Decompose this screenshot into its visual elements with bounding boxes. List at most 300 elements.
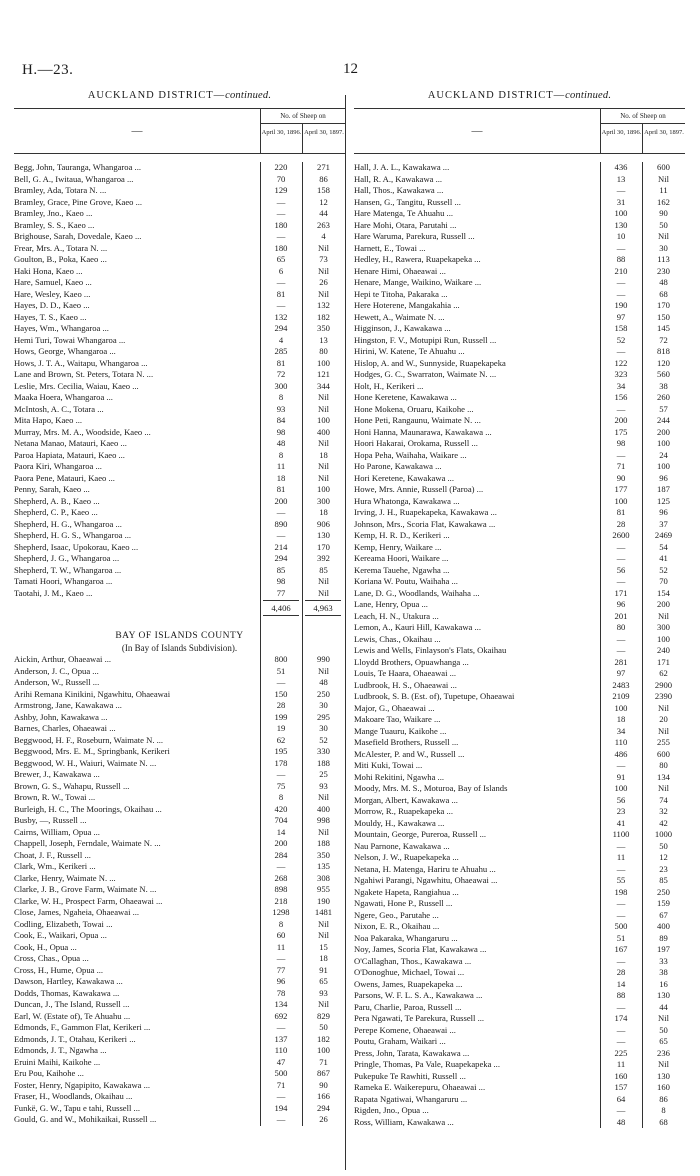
sheep-1896: — [616,1024,626,1035]
table-header [354,108,685,154]
owner-name: Shepherd, C. P., Kaeo ... [14,507,98,517]
sheep-1897: 32 [659,806,668,816]
owner-name: Hoori Hakarai, Orokama, Russell ... [354,438,478,448]
sheep-1896: 500 [614,921,628,931]
sheep-1897: 50 [659,840,668,851]
table-row [14,700,345,712]
table-row [14,208,345,220]
sheep-1896: — [616,863,626,874]
owner-name: Hayes, D. D., Kaeo ... [14,300,90,310]
table-row [354,208,685,220]
table-row [354,576,685,588]
owner-name: Kerema Tauehe, Ngawha ... [354,564,450,575]
table-row [14,907,345,919]
table-row [14,496,345,508]
table-row [14,884,345,896]
sheep-1896: 6 [278,265,284,276]
owner-name: Nelson, J. W., Ruapekapeka ... [354,852,459,862]
section-subtitle: (In Bay of Islands Subdivision). [121,643,238,653]
owner-name: Cairns, William, Opua ... [14,826,100,837]
sheep-1896: 436 [614,162,628,172]
table-row [14,1091,345,1103]
table-row [14,277,345,289]
sheep-1897: Nil [658,702,669,713]
sheep-1896: 77 [276,587,286,598]
table-row [14,461,345,473]
table-row [14,896,345,908]
table-row [14,197,345,209]
owner-name: Mita Hapo, Kaeo ... [14,415,83,425]
sheep-1896: 28 [616,967,626,977]
table-row [354,392,685,404]
sheep-1897: 150 [657,311,670,322]
owner-name: Hedley, H., Rawera, Ruapekapeka ... [354,254,481,264]
owner-name: Beggwood, H. F., Roseburn, Waimate N. ... [14,734,164,745]
owner-name: Clarke, W. H., Prospect Farm, Ohaeawai ... [14,895,163,906]
sheep-1896: 2483 [612,679,630,690]
table-row [354,542,685,554]
table-row [354,553,685,565]
total-1897: 4,963 [305,600,341,616]
table-row [354,910,685,922]
sheep-1896: 88 [616,254,626,264]
sheep-1896: 11 [616,852,626,862]
sheep-1896: — [616,1036,626,1046]
table-body-2 [14,654,345,1126]
sheep-1896: 47 [276,1056,286,1067]
name-column-header: — [471,125,483,137]
sheep-1897: 130 [657,1070,670,1081]
table-row [14,792,345,804]
sheep-1897: Nil [658,783,669,793]
sheep-1897: 250 [657,886,670,897]
owner-name: Dawson, Hartley, Kawakawa ... [14,976,123,986]
table-row [354,806,685,818]
table-row [354,254,685,266]
sheep-1896: — [616,242,626,253]
sheep-1897: 15 [319,941,328,952]
table-row [354,1071,685,1083]
sheep-1896: — [616,541,626,552]
sheep-1896: 800 [274,654,288,664]
owner-name: Mohi Rekitini, Ngawha ... [354,771,444,782]
owner-name: O'Donoghue, Michael, Towai ... [354,967,465,977]
sheep-1896: — [616,955,626,966]
sheep-1897: 52 [319,734,328,745]
owner-name: Penny, Sarah, Kaeo ... [14,484,90,494]
owner-name: Ngakete Hapeta, Rangiahua ... [354,886,459,897]
table-row [14,654,345,666]
sheep-1896: 100 [614,208,628,218]
owner-name: Brown, R. W., Towai ... [14,792,96,802]
sheep-1897: 154 [657,587,670,598]
table-row [354,634,685,646]
sheep-1897: 120 [657,357,670,368]
sheep-1896: 180 [274,219,288,230]
owner-name: Busby, —, Russell ... [14,815,87,825]
owner-name: Nixon, E. R., Okaihau ... [354,921,440,931]
sheep-1897: Nil [318,461,329,471]
total-1896: 4,406 [263,600,299,616]
sheep-1897: 121 [317,369,330,379]
sheep-1897: 300 [657,622,670,632]
sheep-1896: 132 [274,311,288,322]
sheep-1896: 1298 [272,907,290,917]
table-row [354,404,685,416]
sheep-1897: 50 [659,1024,668,1035]
sheep-1897: Nil [318,918,329,929]
sheep-1896: 486 [614,748,628,759]
owner-name: Cross, Chas., Opua ... [14,953,89,963]
owner-name: Hows, George, Whangaroa ... [14,346,116,356]
sheep-1896: 180 [274,242,288,253]
sheep-1896: 294 [274,323,288,333]
sheep-1897: 188 [317,838,330,848]
sheep-1897: 295 [317,711,330,722]
sheep-1896: 14 [276,826,286,837]
sheep-1896: 52 [616,334,626,345]
table-row [354,944,685,956]
owner-name: Hori Keretene, Kawakawa ... [354,472,454,483]
owner-name: Barnes, Charles, Ohaeawai ... [14,723,116,733]
owner-name: Ross, William, Kawakawa ... [354,1116,454,1127]
table-row [354,795,685,807]
sheep-1896: 31 [616,196,626,207]
sheep-1897: 236 [657,1047,670,1058]
owner-name: Arihi Remana Kinikini, Ngawhitu, Ohaeawai [14,688,171,699]
table-row [14,735,345,747]
owner-name: Maaka Hoera, Whangaroa ... [14,392,113,402]
owner-name: Leslie, Mrs. Cecilia, Waiau, Kaeo ... [14,380,139,391]
sheep-1897: 48 [659,277,668,287]
sheep-1897: 158 [317,185,330,195]
sheep-1897: 182 [317,311,330,322]
table-row [354,588,685,600]
sheep-1896: 8 [278,392,284,402]
sheep-1896: 77 [276,964,286,975]
sheep-1897: 170 [657,300,670,310]
sheep-1896: 70 [276,173,286,184]
sheep-1896: — [276,677,286,687]
owner-name: Hepi te Titoha, Pakaraka ... [354,288,448,299]
table-row [14,254,345,266]
table-row [14,519,345,531]
sheep-1897: 392 [317,553,330,563]
table-row [14,392,345,404]
sheep-1896: 156 [614,392,628,402]
sheep-1897: 30 [659,242,668,253]
sheep-1896: 150 [274,688,288,699]
owner-name: Hone Keretene, Kawakawa ... [354,392,457,402]
sheep-1897: Nil [658,1013,669,1023]
owner-name: Owens, James, Ruapekapeka ... [354,978,463,989]
table-row [354,220,685,232]
owner-name: Brewer, J., Kawakawa ... [14,769,100,779]
table-row [14,243,345,255]
sheep-1897: 344 [317,380,330,391]
owner-name: Noy, James, Scoria Flat, Kawakawa ... [354,944,487,954]
sheep-1897: 400 [317,426,330,437]
table-row [14,381,345,393]
sheep-1897: 71 [319,1056,328,1067]
table-row [14,404,345,416]
sheep-1896: 175 [614,426,628,437]
sheep-1897: 90 [659,208,668,218]
sheep-1896: — [276,769,286,779]
sheep-1897: 400 [317,803,330,814]
sheep-1897: 42 [659,817,668,828]
table-row [354,530,685,542]
sheep-1897: 600 [657,162,670,172]
table-row [354,967,685,979]
owner-name: Hows, J. T. A., Waitapu, Whangaroa ... [14,357,148,368]
owner-name: Lane, Henry, Opua ... [354,599,428,609]
sheep-1896: 300 [274,380,288,391]
owner-name: Cook, E., Waikari, Opua ... [14,930,107,940]
table-row [354,289,685,301]
sheep-1896: — [276,861,286,871]
sheep-1896: 81 [616,507,626,517]
year-1897-header: April 30, 1897. [302,124,345,153]
table-row [354,829,685,841]
table-row [14,769,345,781]
owner-name: Edmonds, J. T., Otahau, Kerikeri ... [14,1033,136,1044]
sheep-1896: 13 [616,173,626,184]
sheep-1897: 68 [659,288,668,299]
table-row [354,1002,685,1014]
sheep-1897: 100 [657,438,670,448]
total-row-wrap [14,599,345,654]
table-row [14,335,345,347]
sheep-1896: — [616,909,626,920]
sheep-1896: 28 [616,518,626,529]
owner-name: Moody, Mrs. M. S., Moturoa, Bay of Islands [354,783,508,793]
sheep-1897: 170 [317,541,330,552]
owner-name: Rameka E. Waikerepuru, Ohaeawai ... [354,1082,486,1092]
owner-name: Eruini Maihi, Kaikohe ... [14,1056,101,1067]
sheep-1897: 145 [657,323,670,333]
table-row [354,680,685,692]
owner-name: Aickin, Arthur, Ohaeawai ... [14,654,112,664]
sheep-1897: 250 [317,688,330,699]
sheep-1897: 162 [657,196,670,207]
table-body [14,162,345,599]
table-row [14,850,345,862]
year-1897-header: April 30, 1897. [642,124,685,153]
owner-name: Morrow, R., Ruapekapeka ... [354,806,453,816]
table-row [354,427,685,439]
sheep-1896: — [616,898,626,908]
right-column [354,88,685,1128]
owner-name: Frear, Mrs. A., Totara N. ... [14,242,108,253]
table-row [14,530,345,542]
table-row [14,1034,345,1046]
owner-name: Hemi Turi, Towai Whangaroa ... [14,334,126,345]
sheep-1896: — [616,553,626,563]
sheep-1896: — [616,760,626,770]
owner-name: Chappell, Joseph, Ferndale, Waimate N. ... [14,838,161,848]
owner-name: Fraser, H., Woodlands, Okaihau ... [14,1091,133,1101]
owner-name: Hayes, T. S., Kaeo ... [14,311,87,322]
owner-name: Brown, G. S., Wahapu, Russell ... [14,780,130,791]
sheep-1896: 85 [276,564,286,575]
sheep-1896: 201 [614,610,628,621]
owner-name: Paora Kiri, Whangaroa ... [14,461,102,471]
owner-name: Foster, Henry, Ngapipito, Kawakawa ... [14,1079,151,1090]
table-row [14,289,345,301]
sheep-1896: 100 [614,702,628,713]
sheep-1896: 890 [274,518,288,529]
sheep-1897: 187 [657,484,670,494]
sheep-1897: 96 [659,507,668,517]
sheep-1897: Nil [658,725,669,736]
sheep-1897: 38 [659,380,668,391]
sheep-1896: — [276,953,286,963]
table-row [354,1048,685,1060]
table-row [354,507,685,519]
sheep-1897: 244 [657,415,670,425]
sheep-1896: 692 [274,1010,288,1021]
owner-name: Hewett, A., Waimate N. ... [354,311,445,322]
owner-name: Paroa Hapiata, Matauri, Kaeo ... [14,449,125,460]
table-row [354,1105,685,1117]
sheep-1896: — [276,300,286,310]
table-row [354,1025,685,1037]
sheep-1896: 420 [274,803,288,814]
sheep-1896: 19 [276,723,286,733]
owner-name: Ludbrook, H. S., Ohaeawai ... [354,679,457,690]
owner-name: Hare, Samuel, Kaeo ... [14,277,92,287]
table-row [14,838,345,850]
owner-name: Parsons, W. F. L. S. A., Kawakawa ... [354,990,483,1000]
sheep-1896: — [276,507,286,517]
district-title: AUCKLAND DISTRICT—continued. [87,90,272,101]
sheep-1896: 110 [614,737,628,747]
table-row [354,346,685,358]
sheep-1897: 70 [659,576,668,586]
owner-name: Funkë, G. W., Tapu e tahi, Russell ... [14,1102,140,1113]
sheep-1896: 98 [616,438,626,448]
page-number: 12 [343,61,358,77]
owner-name: Hone Mokena, Oruaru, Kaikohe ... [354,403,474,414]
sheep-1896: 100 [614,783,628,793]
table-row [14,588,345,600]
sheep-1897: Nil [658,173,669,184]
owner-name: Eru Pou, Kaihohe ... [14,1068,84,1078]
table-row [14,565,345,577]
table-row [354,714,685,726]
table-row [354,841,685,853]
sheep-1897: 200 [657,426,670,437]
sheep-1896: 2600 [612,530,630,540]
sheep-1896: — [276,530,286,540]
table-row [354,519,685,531]
owner-name: Pera Ngawati, Te Parekura, Russell ... [354,1013,485,1023]
sheep-1897: 906 [317,518,330,529]
sheep-1896: 100 [614,495,628,506]
sheep-1897: 350 [317,849,330,860]
owner-name: Howe, Mrs. Annie, Russell (Paroa) ... [354,484,484,494]
table-row [14,231,345,243]
owner-name: Makoare Tao, Waikare ... [354,714,441,724]
column-divider [345,95,346,1170]
sheep-1896: 97 [616,311,626,322]
owner-name: Shepherd, A. B., Kaeo ... [14,495,100,506]
sheep-1896: 34 [616,380,626,391]
sheep-1897: 67 [659,909,668,920]
sheep-1896: 56 [616,564,626,575]
owner-name: Edmonds, J. T., Ngawha ... [14,1045,107,1055]
sheep-1897: 89 [659,932,668,943]
sheep-1897: 255 [657,737,670,747]
table-row [354,358,685,370]
sheep-1897: 33 [659,955,668,966]
table-row [354,473,685,485]
owner-name: Pringle, Thomas, Pa Vale, Ruapekapeka ... [354,1059,500,1069]
sheep-1896: 28 [276,700,286,710]
sheep-1896: — [276,196,286,207]
owner-name: Ho Parone, Kawakawa ... [354,461,442,471]
owner-name: Beggwood, Mrs. E. M., Springbank, Kerikeri [14,746,170,756]
sheep-1896: 178 [274,757,288,768]
owner-name: Henare, Mange, Waikino, Waikare ... [354,277,482,287]
table-row [14,358,345,370]
sheep-1897: Nil [658,231,669,241]
sheep-1897: Nil [318,242,329,253]
sheep-1897: 2900 [654,679,673,690]
sheep-1897: 85 [319,564,328,575]
owner-name: Ludbrook, S. B. (Est. of), Tupetupe, Ohaeawai [354,691,515,701]
sheep-1897: 300 [317,495,330,506]
sheep-1896: 88 [616,990,626,1000]
sheep-1896: 174 [614,1013,628,1023]
sheep-1897: 26 [319,277,328,287]
sheep-1896: 72 [276,369,286,379]
sheep-1897: 100 [317,484,330,494]
owner-name: Hall, J. A. L., Kawakawa ... [354,162,450,172]
sheep-1897: 12 [659,852,668,862]
owner-name: Anderson, J. C., Opua ... [14,665,99,676]
sheep-1897: 308 [317,872,330,883]
sheep-1896: 75 [276,780,286,791]
sheep-1896: 214 [274,541,288,552]
sheep-1897: 2390 [654,691,673,701]
sheep-1897: 955 [317,884,330,894]
sheep-1896: 98 [276,576,286,586]
owner-name: Cook, H., Opua ... [14,941,77,952]
sheep-1896: 48 [616,1116,626,1127]
owner-name: Lane, D. G., Woodlands, Waihaha ... [354,587,480,598]
table-row [14,746,345,758]
table-row [14,346,345,358]
sheep-1897: 400 [657,921,670,931]
sheep-1897: 93 [319,780,328,791]
sheep-1897: 130 [317,530,330,540]
sheep-1897: 86 [659,1093,668,1104]
sheep-1897: 134 [657,771,670,782]
owner-name: Nau Parnone, Kawakawa ... [354,840,450,851]
owner-name: Shepherd, J. G., Whangaroa ... [14,553,120,563]
sheep-1896: 81 [276,288,286,299]
sheep-1897: Nil [318,472,329,483]
sheep-1896: 11 [276,941,286,952]
table-row [14,162,345,174]
sheep-1897: 100 [317,415,330,425]
table-row [14,507,345,519]
owner-name: Bramley, Ada, Totara N. ... [14,185,107,195]
table-row [354,1036,685,1048]
owner-name: Poutu, Graham, Waikari ... [354,1036,446,1046]
